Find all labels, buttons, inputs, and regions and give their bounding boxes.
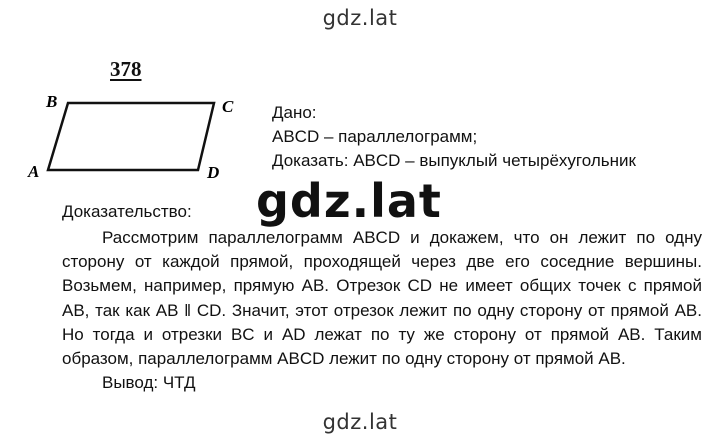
parallelogram-shape [48,103,214,170]
proof-body [62,226,702,395]
watermark-top: gdz.lat [322,6,398,30]
given-statement: ABCD – параллелограмм; [272,127,478,146]
given-block [272,101,636,173]
watermark-center: gdz.lat [256,174,442,228]
given-label: Дано: [272,103,317,122]
proof-conclusion [62,371,702,395]
parallelogram-figure [0,0,260,190]
vertex-label-a: A [28,162,40,181]
vertex-label-d: D [207,163,220,182]
vertex-label-b: B [46,92,58,111]
prove-statement: Доказать: ABCD – выпуклый четырёхугольник [272,151,636,170]
proof-heading: Доказательство: [62,202,192,221]
proof-paragraph [62,226,702,371]
conclusion-text: Вывод: ЧТД [102,373,196,393]
problem-number: 378 [110,57,142,81]
proof-text: Рассмотрим параллелограмм ABCD и докажем, что он лежит по одну сторону от каждой прямой, проходящей через две его соседние вершины. Возьмем, например, прямую AB. Отрезок CD не имеет общих точек с прямой AB, так как AB ‖ CD. Значит, этот отрезок лежит по одну сторону от прямой AB. Но тогда и отрезки BC и AD лежат по ту же сторону от прямой AB. Таким образом, параллелограмм ABCD лежит по одну сторону от прямой AB. [62,228,702,369]
vertex-label-c: C [222,97,234,116]
watermark-bottom: gdz.lat [322,410,398,434]
